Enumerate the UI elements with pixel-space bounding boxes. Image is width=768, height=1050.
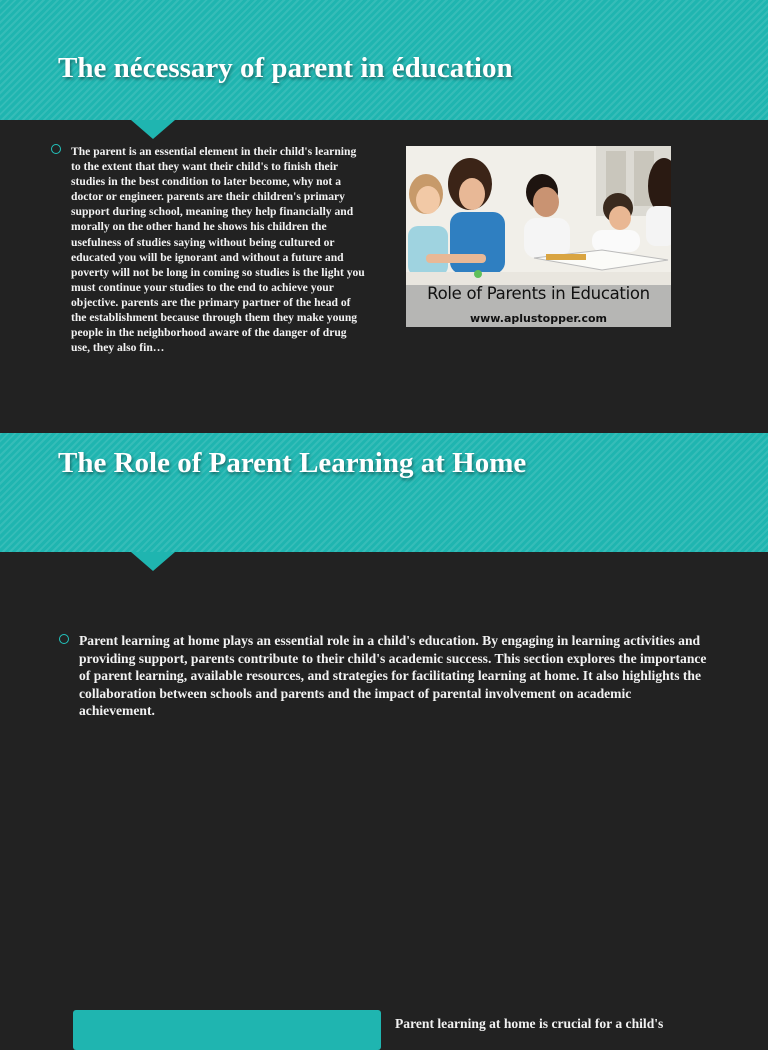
slide-2 — [0, 433, 768, 1031]
banner-pointer — [131, 552, 175, 571]
slide-body-text: Parent learning at home plays an essential role in a child's education. By engaging in learning activities and providing support, parents contribute to their child's academic success. This section explores the importance of parent learning, available resources, and strategies for facilitating learning at home. It also highlights the collaboration between schools and parents and the impact of parental involvement on academic achievement. — [79, 633, 707, 718]
title-banner — [0, 433, 768, 552]
bullet-icon — [59, 634, 69, 644]
title-banner — [0, 0, 768, 120]
banner-pointer — [131, 120, 175, 139]
teal-card — [73, 1010, 381, 1050]
next-section-text: Parent learning at home is crucial for a child's — [395, 1016, 664, 1031]
image-caption-url: www.aplustopper.com — [469, 312, 607, 325]
slide-title: The nécessary of parent in éducation — [58, 52, 513, 84]
slide-body-text: The parent is an essential element in their child's learning to the extent that they want their child's to finish their studies in the best condition to later become, why not a doctor or engineer. parents are their children's primary support during school, meaning they help financially and morally on the other hand he shows his children the usefulness of studies saying without being cultured or educated you will be ignorant and without a future and poverty will not be long in coming so studies is the light you must continue your studies to the end to achieve your objective. parents are the primary partner of the head of the establishment because through them they make young people in the neighborhood aware of the danger of drug use, they also fin… — [71, 145, 365, 355]
slide-title: The Role of Parent Learning at Home — [58, 447, 527, 479]
bullet-icon — [51, 144, 61, 154]
role-of-parents-image — [406, 146, 671, 327]
image-caption-title: Role of Parents in Education — [427, 284, 650, 303]
slide-1 — [0, 0, 768, 433]
